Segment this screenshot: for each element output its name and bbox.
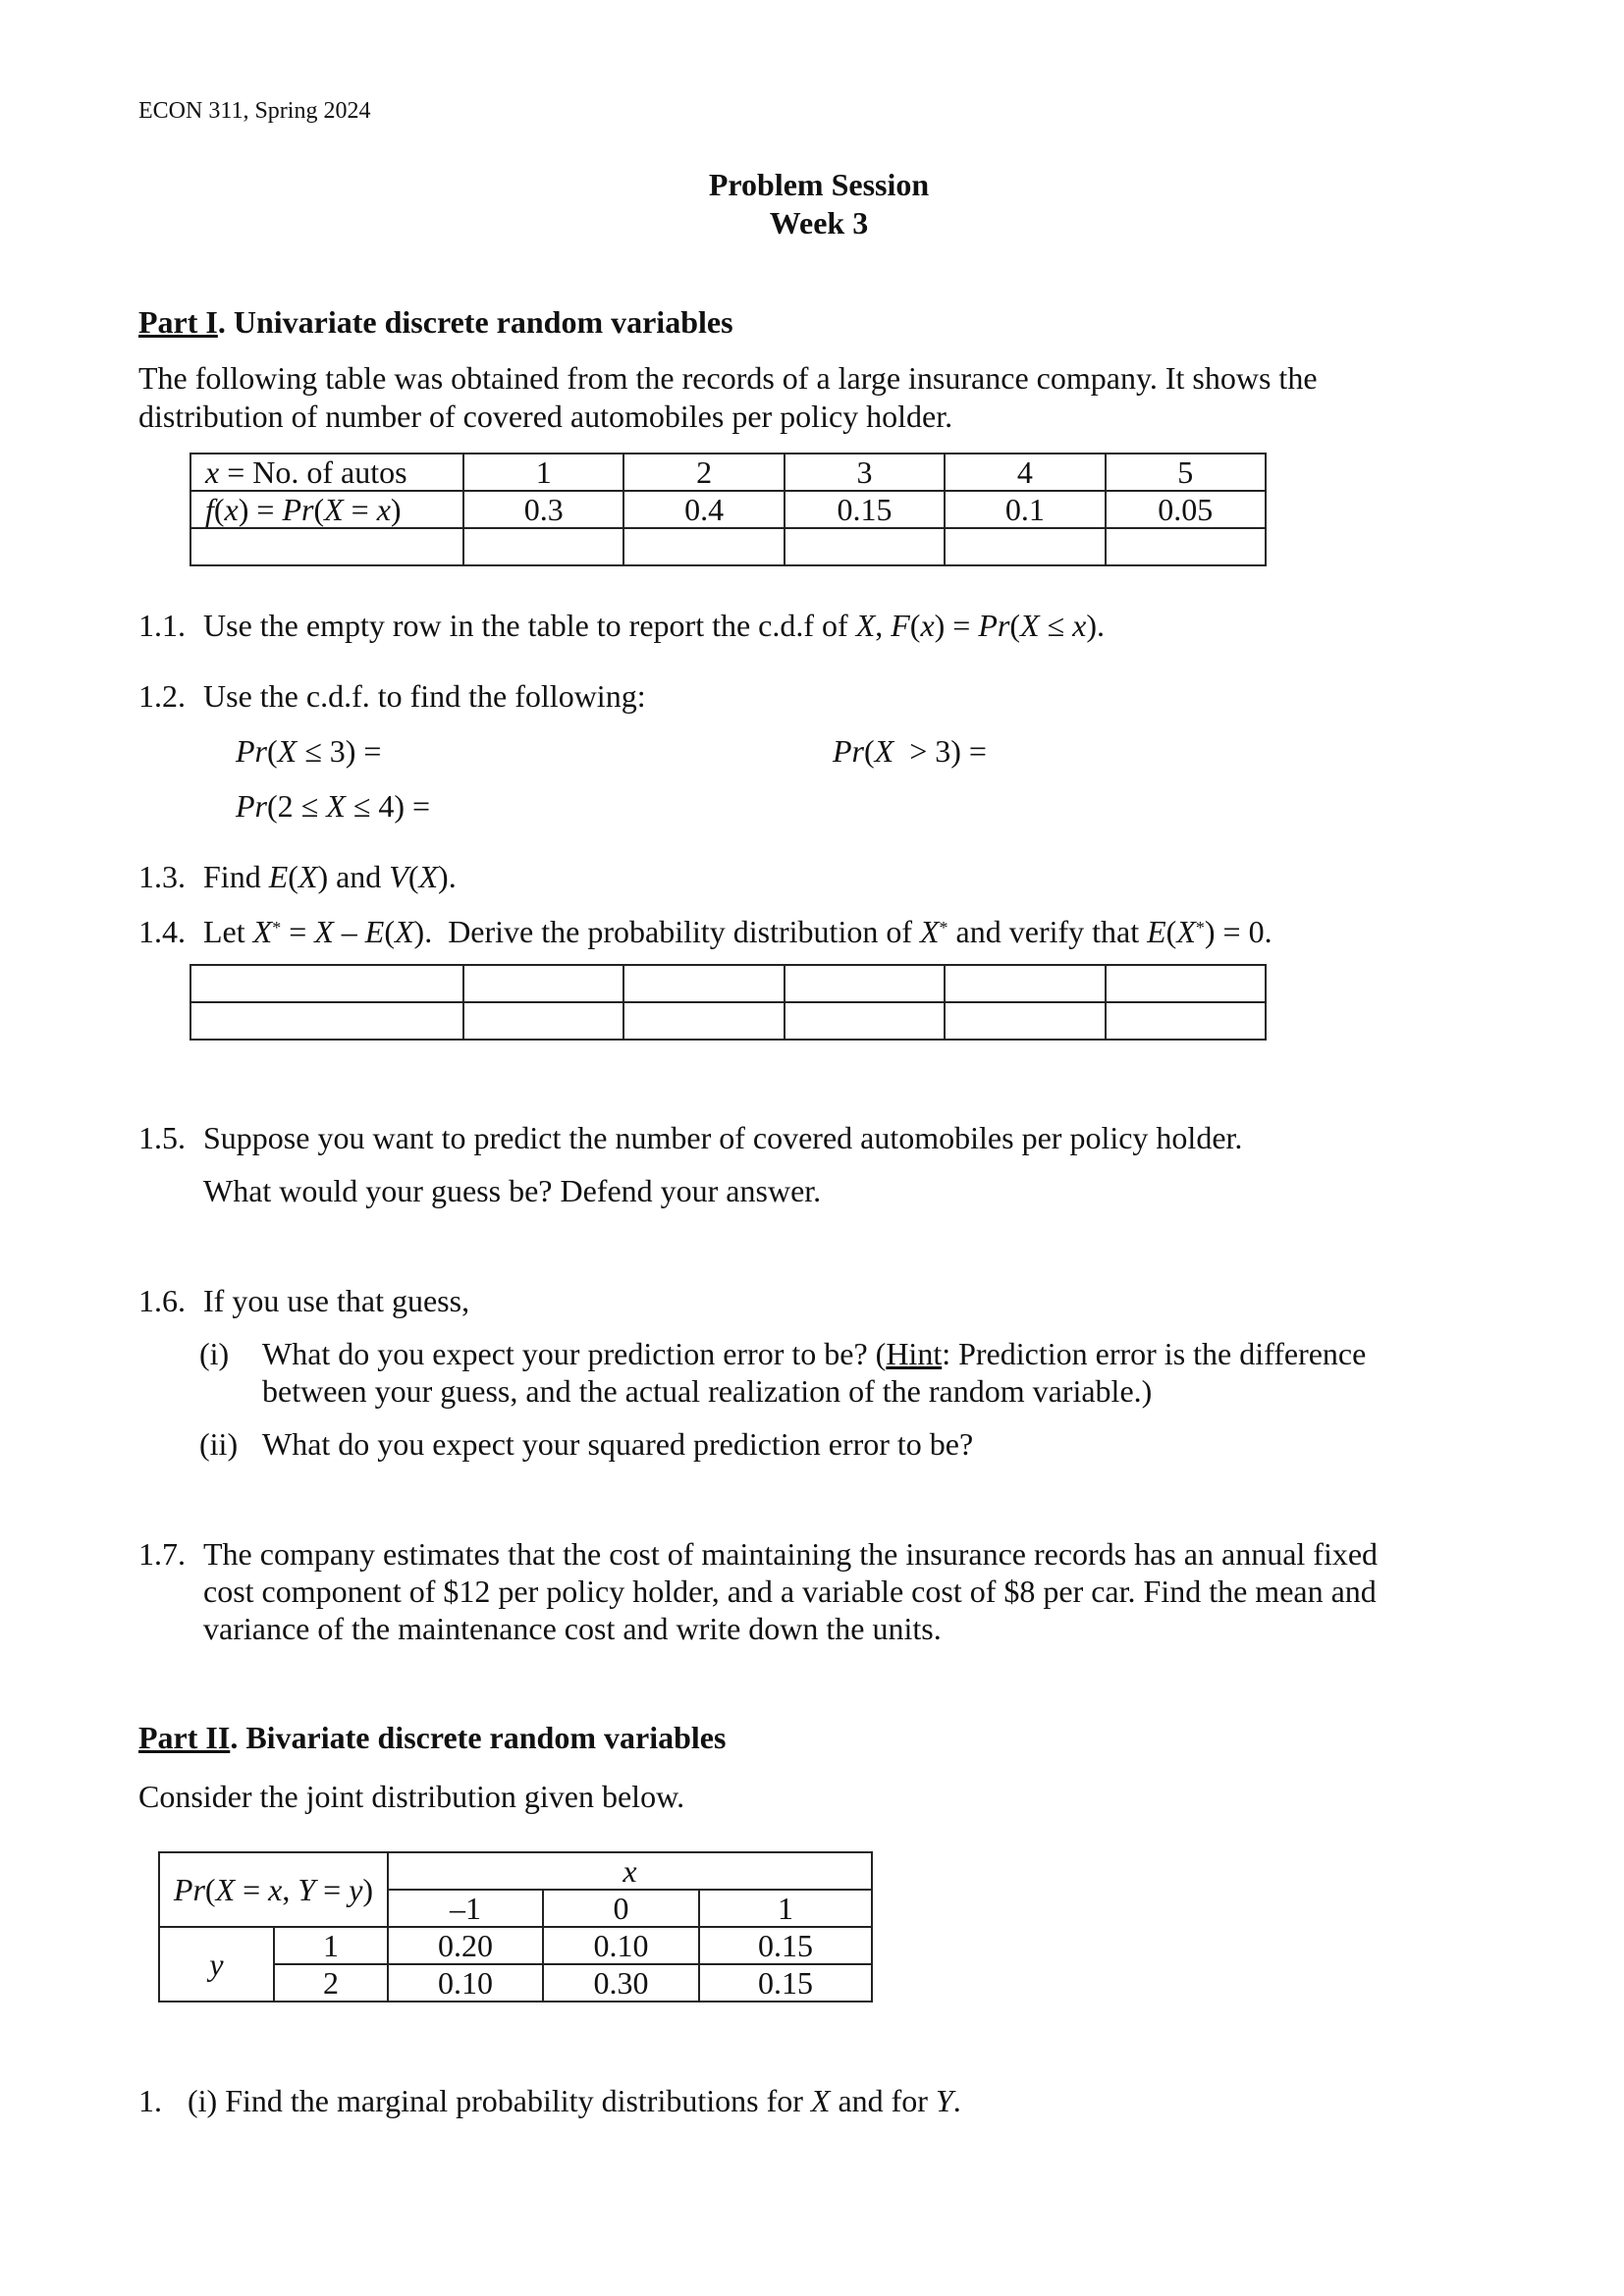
table-cell: 2 [274,1964,388,2002]
table-cell-empty [945,528,1105,565]
table-row-empty [190,965,1266,1002]
table-row-empty [190,1002,1266,1040]
y-axis-label: y [159,1927,274,2002]
joint-prob-label: Pr(X = x, Y = y) [159,1852,388,1927]
table-cell: 1 [699,1890,872,1927]
question-1-6-i-num: (i) [199,1336,230,1371]
prob-x-le-3: Pr(X ≤ 3) = [236,733,382,769]
table-cell-empty [190,965,463,1002]
part1-intro-line1: The following table was obtained from the records of a large insurance company. It shows the [138,360,1318,396]
table-row [190,491,1266,528]
table-cell-empty [945,1002,1105,1040]
table-cell: 4 [945,454,1105,491]
table-cell: 0.20 [388,1927,543,1964]
part2-question-1: 1. (i) Find the marginal probability distributions for X and for Y. [138,2083,961,2118]
part2-heading: Part II. Bivariate discrete random variables [138,1720,727,1755]
question-1-6-ii-num: (ii) [199,1426,239,1462]
table-cell-empty [1106,528,1266,565]
table-cell-empty [1106,1002,1266,1040]
question-1-6-ii-text: What do you expect your squared prediction error to be? [262,1426,974,1462]
table-row-empty [190,528,1266,565]
x-axis-label: x [388,1852,872,1890]
question-1-5-line2: What would your guess be? Defend your answer. [203,1173,822,1208]
table-cell-empty [785,1002,945,1040]
table-cell-empty [785,965,945,1002]
question-1-6-i-line1: What do you expect your prediction error to be? (Hint: Prediction error is the difference [262,1336,1367,1371]
empty-distribution-table [189,964,1267,1041]
fx-row-label: f(x) = Pr(X = x) [190,491,463,528]
part1-intro-line2: distribution of number of covered automobiles per policy holder. [138,399,953,434]
table-cell: 0.10 [543,1927,699,1964]
table-cell: –1 [388,1890,543,1927]
question-1-7: 1.7. The company estimates that the cost of maintaining the insurance records has an annual fixed [138,1536,1379,1572]
table-cell-empty [463,1002,623,1040]
question-1-5: 1.5. Suppose you want to predict the number of covered automobiles per policy holder. [138,1120,1243,1155]
table-cell-empty [945,965,1105,1002]
table-cell: 1 [274,1927,388,1964]
table-cell-empty [623,1002,784,1040]
table-cell-empty [785,528,945,565]
table-cell: 0.1 [945,491,1105,528]
table-cell: 3 [785,454,945,491]
page-title-line2: Week 3 [769,205,869,240]
table-cell: 0.15 [785,491,945,528]
table-cell: 5 [1106,454,1266,491]
course-header: ECON 311, Spring 2024 [138,98,371,124]
part2-intro: Consider the joint distribution given below. [138,1779,685,1814]
table-cell-empty [623,965,784,1002]
table-cell-empty [190,528,463,565]
question-1-6-i-line2: between your guess, and the actual realization of the random variable.) [262,1373,1153,1409]
question-1-4: 1.4. Let X* = X – E(X). Derive the probability distribution of X* and verify that E(X*) = 0. [138,914,1272,949]
question-1-6: 1.6. If you use that guess, [138,1283,470,1318]
table-cell-empty [1106,965,1266,1002]
distribution-table [189,453,1267,566]
table-cell: 0.30 [543,1964,699,2002]
table-cell-empty [463,965,623,1002]
prob-x-gt-3: Pr(X > 3) = [833,733,987,769]
table-cell: 0.4 [623,491,784,528]
part1-heading: Part I. Univariate discrete random variables [138,304,733,340]
question-1-7-line2: cost component of $12 per policy holder, and a variable cost of $8 per car. Find the mean and [203,1574,1377,1609]
page-title-line1: Problem Session [708,167,930,202]
table-cell: 0.10 [388,1964,543,2002]
question-1-7-line3: variance of the maintenance cost and write down the units. [203,1611,942,1646]
table-cell-empty [190,1002,463,1040]
joint-distribution-table [158,1851,873,2002]
table-row [159,1852,872,1890]
table-cell: 1 [463,454,623,491]
table-cell: 0.3 [463,491,623,528]
table-row [159,1927,872,1964]
table-cell-empty [623,528,784,565]
x-row-label: x = No. of autos [190,454,463,491]
table-row [190,454,1266,491]
table-cell: 0.05 [1106,491,1266,528]
prob-2-le-x-le-4: Pr(2 ≤ X ≤ 4) = [236,788,431,824]
question-1-1: 1.1. Use the empty row in the table to report the c.d.f of X, F(x) = Pr(X ≤ x). [138,608,1105,643]
question-1-3: 1.3. Find E(X) and V(X). [138,859,457,894]
table-cell: 2 [623,454,784,491]
table-cell-empty [463,528,623,565]
table-cell: 0.15 [699,1927,872,1964]
question-1-2: 1.2. Use the c.d.f. to find the following: [138,678,646,714]
table-cell: 0.15 [699,1964,872,2002]
table-cell: 0 [543,1890,699,1927]
